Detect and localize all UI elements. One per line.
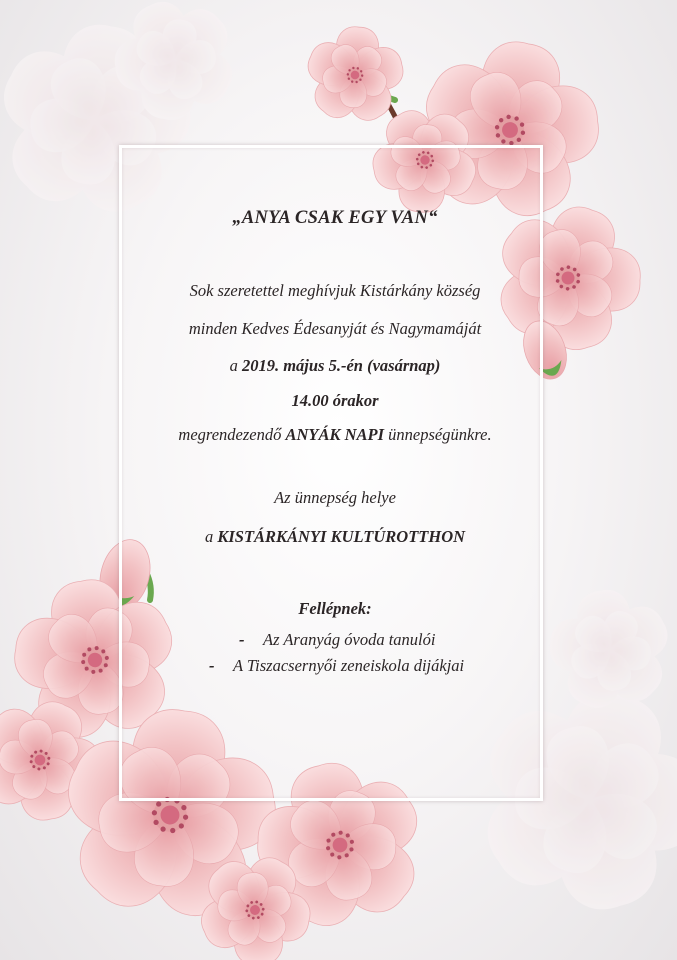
list-item [209, 656, 464, 676]
page-title: „ANYA CSAK EGY VAN“ [232, 208, 438, 228]
invitation-frame [119, 145, 543, 801]
invite-date-line [130, 356, 540, 376]
venue-name: KISTÁRKÁNYI KULTÚROTTHON [217, 527, 466, 546]
list-bullet: - [239, 630, 245, 649]
venue-prefix: a [204, 527, 218, 546]
event-time: 14.00 órakor [291, 391, 379, 410]
venue-line [130, 527, 540, 547]
invite-line-1: Sok szeretettel meghívjuk Kistárkány község [189, 281, 481, 300]
event-prefix: megrendezendő [178, 425, 286, 444]
date-prefix: a [229, 356, 242, 375]
performer-2: A Tiszacsernyői zeneiskola dijákjai [233, 656, 465, 675]
ghost-flower [535, 579, 677, 724]
invite-event-line [130, 425, 540, 445]
invite-line-2: minden Kedves Édesanyját és Nagymamáját [188, 319, 482, 338]
event-name: ANYÁK NAPI [285, 425, 385, 444]
performers-heading: Fellépnek: [298, 599, 372, 618]
event-suffix: ünnepségünkre. [384, 425, 492, 444]
list-bullet: - [209, 656, 215, 675]
performer-1: Az Aranyág óvoda tanulói [263, 630, 436, 649]
list-item [239, 630, 435, 650]
event-date: 2019. május 5.-én (vasárnap) [241, 356, 441, 375]
venue-label: Az ünnepség helye [274, 488, 396, 507]
